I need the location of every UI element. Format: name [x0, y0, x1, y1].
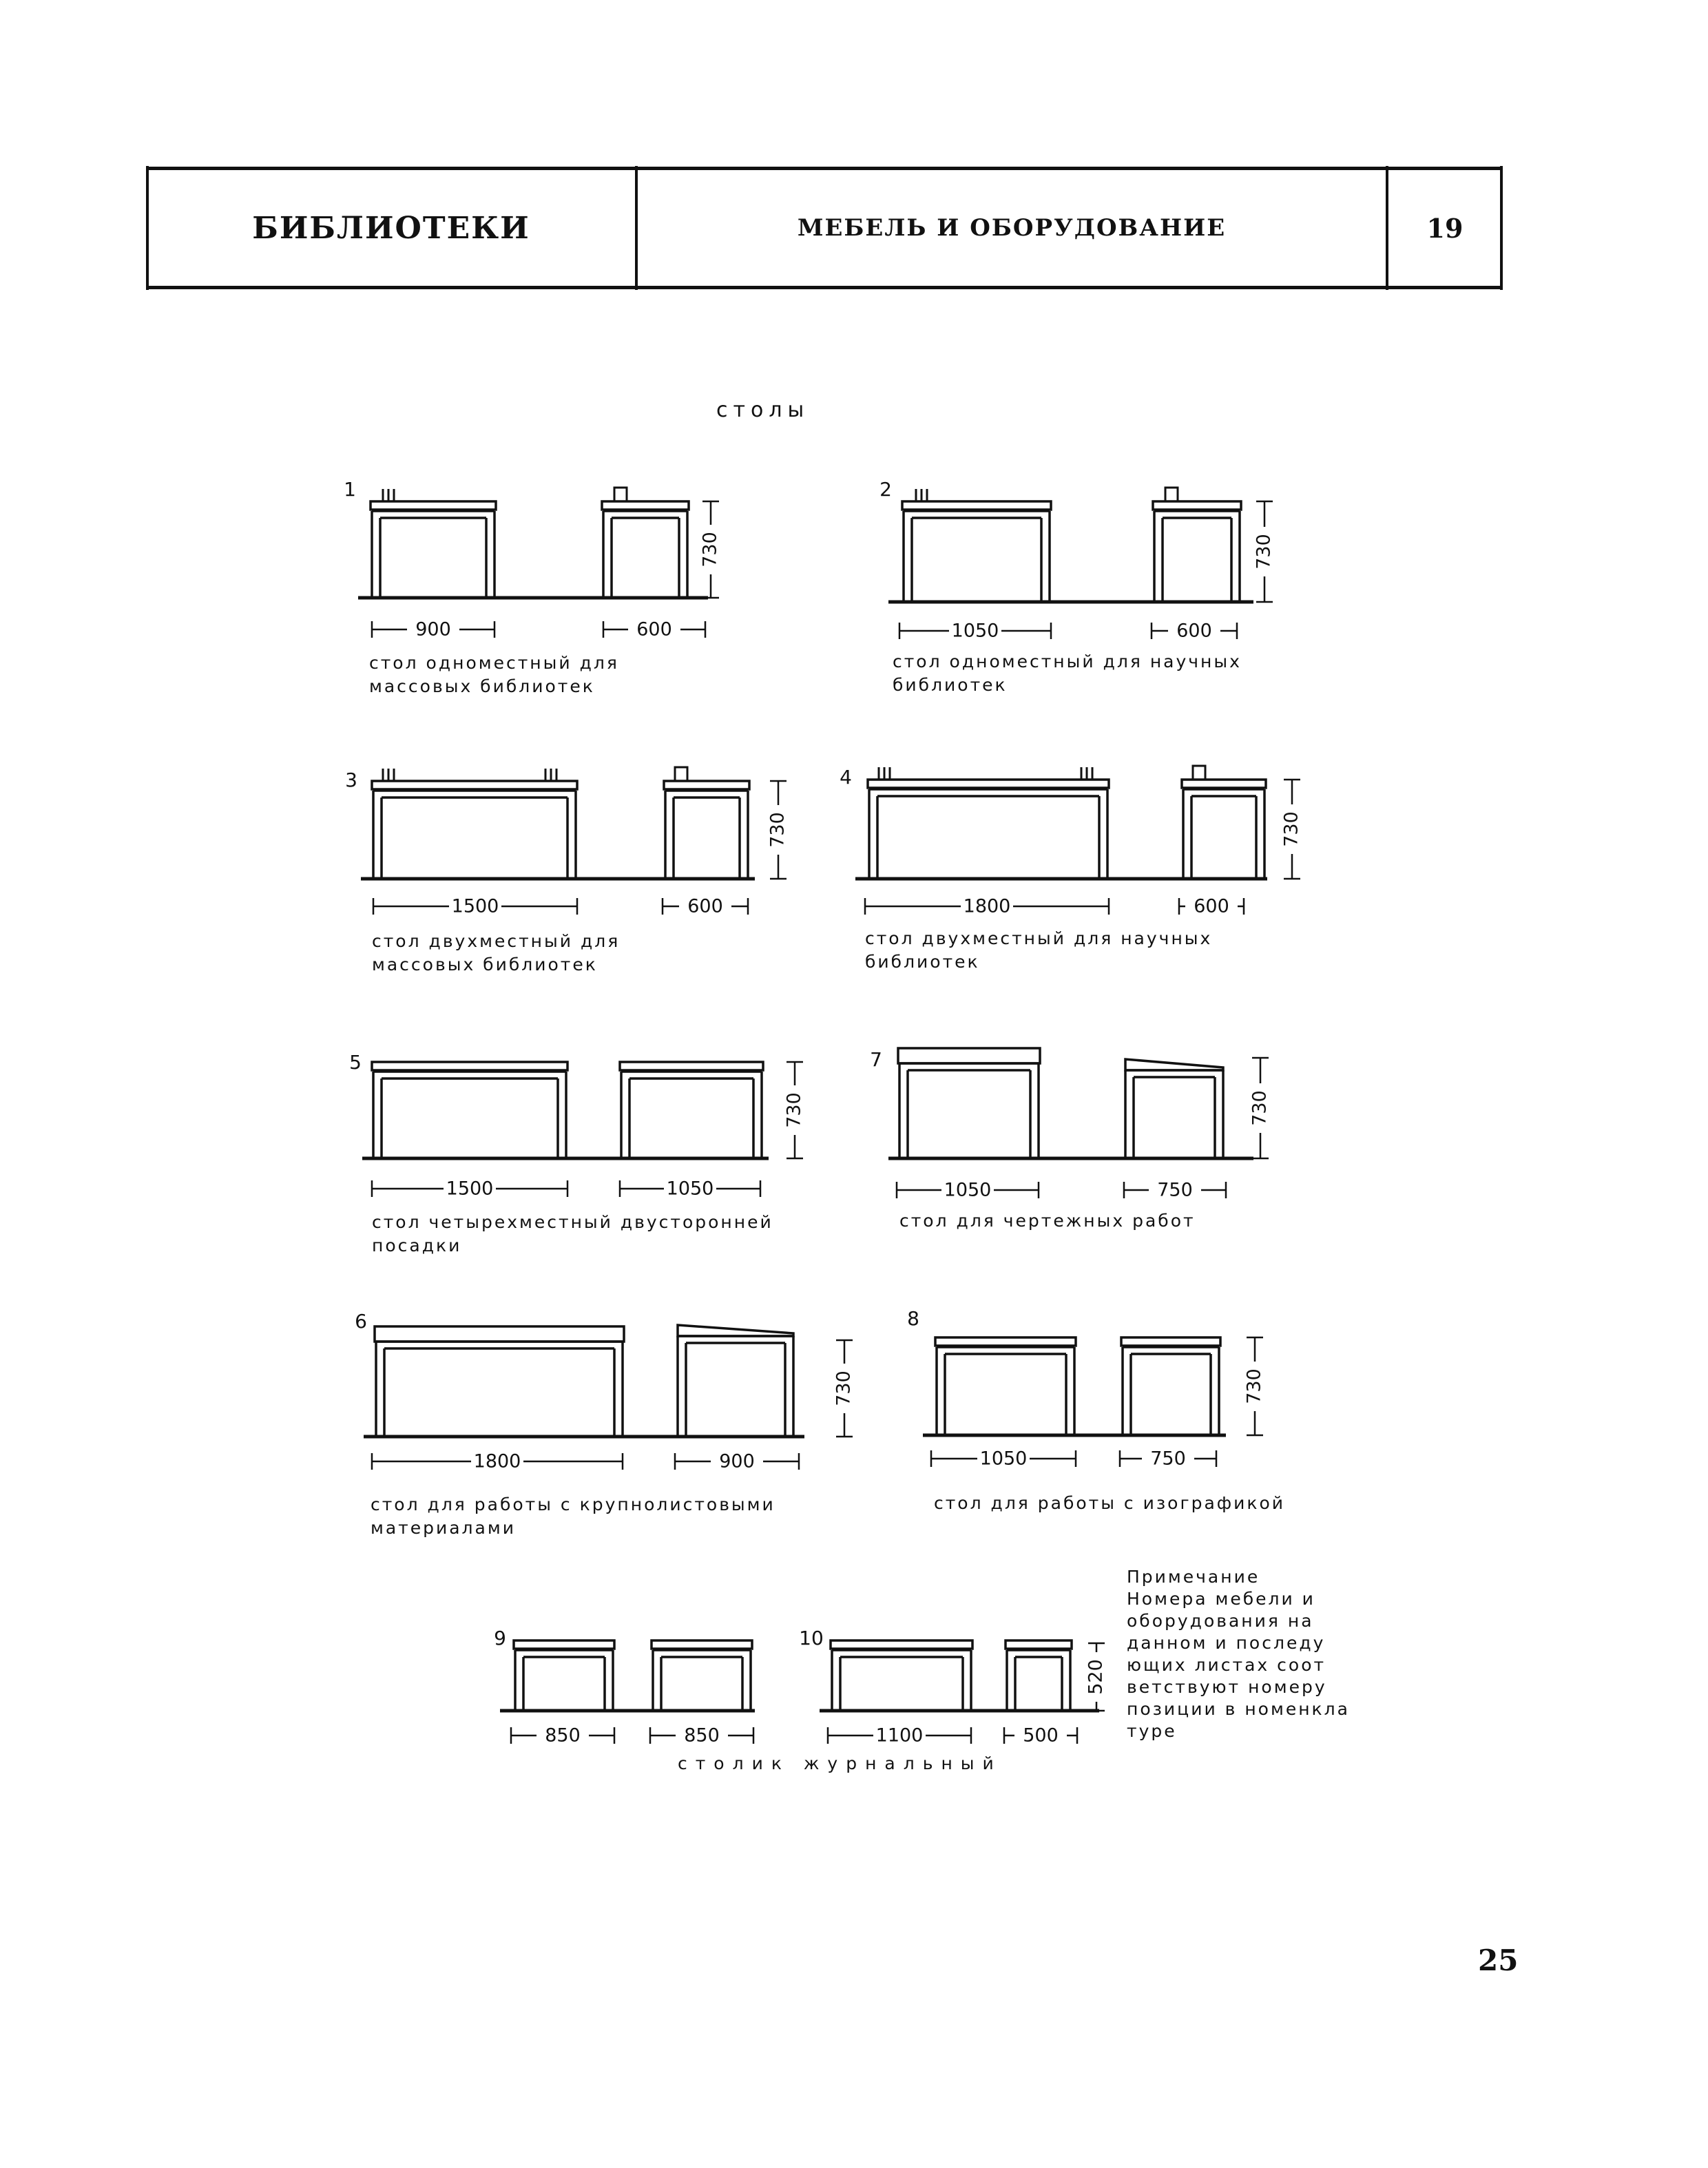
- table-top: [898, 1048, 1040, 1063]
- dimension-label: 1800: [963, 895, 1011, 917]
- note-line: туре: [1127, 1721, 1177, 1741]
- item-number: 9: [494, 1627, 506, 1649]
- item-number: 4: [840, 766, 852, 789]
- caption-item-3: стол двухместный для массовых библиотек: [372, 931, 621, 974]
- table-top: [620, 1062, 763, 1070]
- dimension-label: 520: [1085, 1659, 1107, 1695]
- dimension-label: 1500: [451, 895, 499, 917]
- dimension-label: 850: [545, 1724, 581, 1747]
- drawing-title: столы: [716, 398, 810, 422]
- dimension-label: 900: [719, 1450, 755, 1472]
- dimension-label: 730: [1249, 1090, 1271, 1126]
- dimension-label: 1100: [875, 1724, 924, 1747]
- table-top: [375, 1326, 624, 1342]
- note-line: ветствуют номеру: [1127, 1677, 1327, 1697]
- caption-item-5: стол четырехместный двусторонней посадки: [372, 1212, 773, 1255]
- dimension-label: 1050: [944, 1179, 992, 1201]
- dimension-label: 1050: [666, 1178, 714, 1200]
- table-top: [902, 501, 1051, 510]
- item-number: 7: [870, 1048, 882, 1071]
- dimension-label: 730: [1243, 1368, 1265, 1404]
- dimension-label: 1800: [473, 1450, 521, 1472]
- dimension-label: 1500: [446, 1178, 494, 1200]
- sloped-top: [678, 1325, 793, 1336]
- table-top: [1182, 780, 1266, 788]
- item-number: 1: [344, 478, 356, 501]
- dimension-label: 1050: [951, 620, 999, 642]
- note-line: позиции в номенкла: [1127, 1699, 1350, 1719]
- sloped-top: [1125, 1059, 1223, 1070]
- note-line: оборудования на: [1127, 1611, 1314, 1631]
- item-number: 6: [355, 1310, 367, 1333]
- lamp-icon: [614, 488, 627, 501]
- item-number: 8: [907, 1307, 919, 1330]
- note-line: Номера мебели и: [1127, 1589, 1315, 1609]
- header-sheet-number: 19: [1426, 212, 1464, 244]
- item-number: 5: [349, 1051, 362, 1074]
- table-top: [372, 1062, 567, 1070]
- caption-item-8: стол для работы с изографикой: [934, 1493, 1286, 1513]
- note: [1127, 1566, 1361, 1742]
- table-top: [602, 501, 689, 510]
- dimension-label: 730: [1280, 811, 1302, 847]
- table-top: [652, 1640, 752, 1649]
- dimension-label: 730: [767, 812, 789, 848]
- dimension-label: 730: [783, 1092, 805, 1128]
- dimension-label: 900: [415, 618, 451, 640]
- table-top: [935, 1337, 1076, 1346]
- caption-item-1: стол одноместный для массовых библиотек: [369, 653, 619, 696]
- dimension-label: 1050: [979, 1448, 1028, 1470]
- dimension-label: 850: [684, 1724, 720, 1747]
- table-top: [868, 780, 1109, 788]
- dimension-label: 600: [687, 895, 723, 917]
- lamp-icon: [675, 767, 687, 781]
- note-heading: Примечание: [1127, 1567, 1260, 1587]
- caption-item-7: стол для чертежных работ: [899, 1211, 1196, 1231]
- table-top: [1121, 1337, 1220, 1346]
- dimension-label: 750: [1150, 1448, 1186, 1470]
- note-line: данном и последу: [1127, 1633, 1326, 1653]
- lamp-icon: [1165, 488, 1178, 501]
- caption-item-2: стол одноместный для научных библиотек: [893, 652, 1242, 695]
- table-top: [664, 781, 749, 789]
- dimension-label: 730: [699, 532, 721, 567]
- item-number: 3: [345, 769, 357, 791]
- page-number: 25: [1478, 1943, 1519, 1977]
- table-top: [372, 781, 577, 789]
- dimension-label: 500: [1023, 1724, 1059, 1747]
- dimension-label: 600: [636, 618, 672, 640]
- table-top: [831, 1640, 972, 1649]
- note-line: ющих листах соот: [1127, 1655, 1326, 1675]
- table-top: [514, 1640, 614, 1649]
- table-top: [1006, 1640, 1072, 1649]
- dimension-label: 730: [1253, 534, 1275, 570]
- caption-item-4: стол двухместный для научных библиотек: [865, 928, 1213, 972]
- header-section: БИБЛИОТЕКИ: [252, 210, 530, 246]
- dimension-label: 600: [1176, 620, 1212, 642]
- dimension-label: 600: [1194, 895, 1229, 917]
- dimension-label: 750: [1157, 1179, 1193, 1201]
- item-number: 2: [879, 478, 892, 501]
- lamp-icon: [1193, 766, 1205, 780]
- caption-item-6: стол для работы с крупнолистовыми материалами: [371, 1494, 775, 1538]
- dimension-label: 730: [833, 1370, 855, 1406]
- table-top: [1153, 501, 1241, 510]
- header-topic: МЕБЕЛЬ И ОБОРУДОВАНИЕ: [797, 214, 1227, 242]
- item-number: 10: [799, 1627, 824, 1649]
- caption-magazine-table: столик журнальный: [678, 1753, 1002, 1773]
- table-top: [371, 501, 496, 510]
